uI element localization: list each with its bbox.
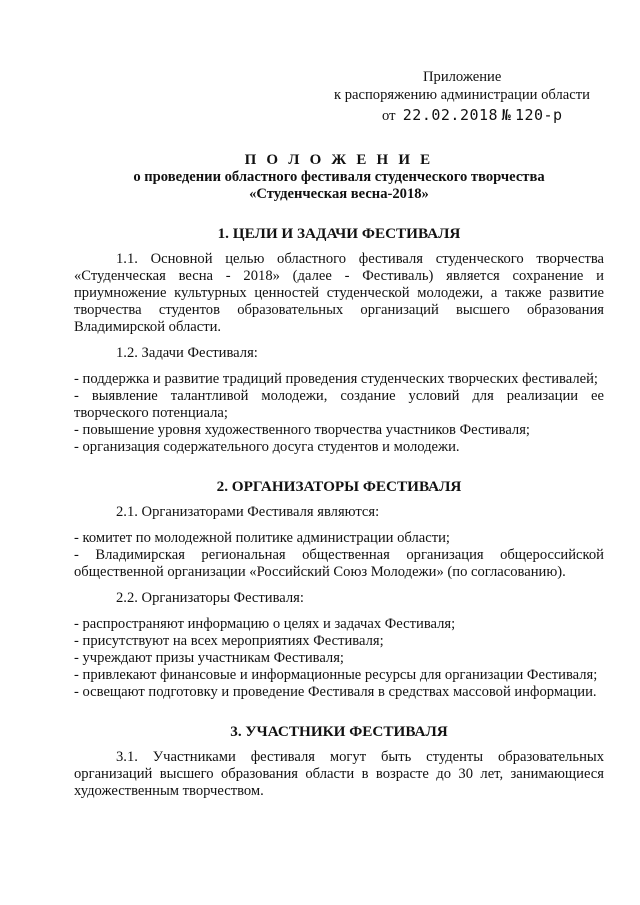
appendix-date-prefix: от [382, 108, 396, 124]
section-2-list-item: - комитет по молодежной политике администрации области; [74, 530, 450, 546]
section-1-list-item: - повышение уровня художественного творчества участников Фестиваля; [74, 422, 530, 438]
section-2-list-item: - освещают подготовку и проведение Фестиваля в средствах массовой информации. [74, 684, 597, 700]
section-1-list-item: - организация содержательного досуга студентов и молодежи. [74, 439, 460, 455]
section-2-paragraph-1: 2.1. Организаторами Фестиваля являются: [116, 504, 380, 520]
section-2-list-item: - распространяют информацию о целях и задачах Фестиваля; [74, 616, 456, 632]
document-subtitle-1: о проведении областного фестиваля студенческого творчества [133, 169, 545, 185]
document-title: П О Л О Ж Е Н И Е [244, 152, 434, 168]
section-2-heading: 2. ОРГАНИЗАТОРЫ ФЕСТИВАЛЯ [216, 478, 462, 495]
section-1-paragraph-2: 1.2. Задачи Фестиваля: [116, 345, 258, 361]
appendix-date-line [382, 106, 563, 125]
section-2-list-item: - учреждают призы участникам Фестиваля; [74, 650, 344, 666]
appendix-date: 22.02.2018 [402, 106, 499, 124]
document-body [74, 152, 604, 800]
section-1-heading: 1. ЦЕЛИ И ЗАДАЧИ ФЕСТИВАЛЯ [217, 225, 461, 242]
section-1-list-item: - поддержка и развитие традиций проведения студенческих творческих фестивалей; [74, 371, 598, 387]
appendix-label: Приложение [423, 69, 502, 85]
section-3-heading: 3. УЧАСТНИКИ ФЕСТИВАЛЯ [230, 723, 448, 740]
section-2-list-item: - привлекают финансовые и информационные ресурсы для организации Фестиваля; [74, 667, 598, 683]
section-2-list-item: - присутствуют на всех мероприятиях Фестиваля; [74, 633, 384, 649]
document-subtitle-2: «Студенческая весна-2018» [249, 186, 429, 202]
section-3-paragraph-1: 3.1. Участниками фестиваля могут быть студенты образовательных организаций высшего образования области в возрасте до 30 лет, занимающиеся художественным творчеством. [74, 749, 604, 799]
section-1-list-item: - выявление талантливой молодежи, создание условий для реализации ее творческого потенциала; [74, 388, 604, 421]
section-2-paragraph-2: 2.2. Организаторы Фестиваля: [116, 590, 304, 606]
appendix-number: 120-р [514, 106, 563, 124]
appendix-number-sign: № [501, 106, 512, 124]
appendix-reference: к распоряжению администрации области [334, 87, 590, 103]
section-2-list-item: - Владимирская региональная общественная организация общероссийской общественной организации «Российский Союз Молодежи» (по согласованию). [74, 547, 604, 580]
section-1-paragraph-1: 1.1. Основной целью областного фестиваля студенческого творчества «Студенческая весна - 2018» (далее - Фестиваль) является сохранение и приумножение культурных ценностей студенческой молодежи, а также развитие творчества студентов образовательных организаций высшего образования Владимирской области. [74, 251, 604, 335]
